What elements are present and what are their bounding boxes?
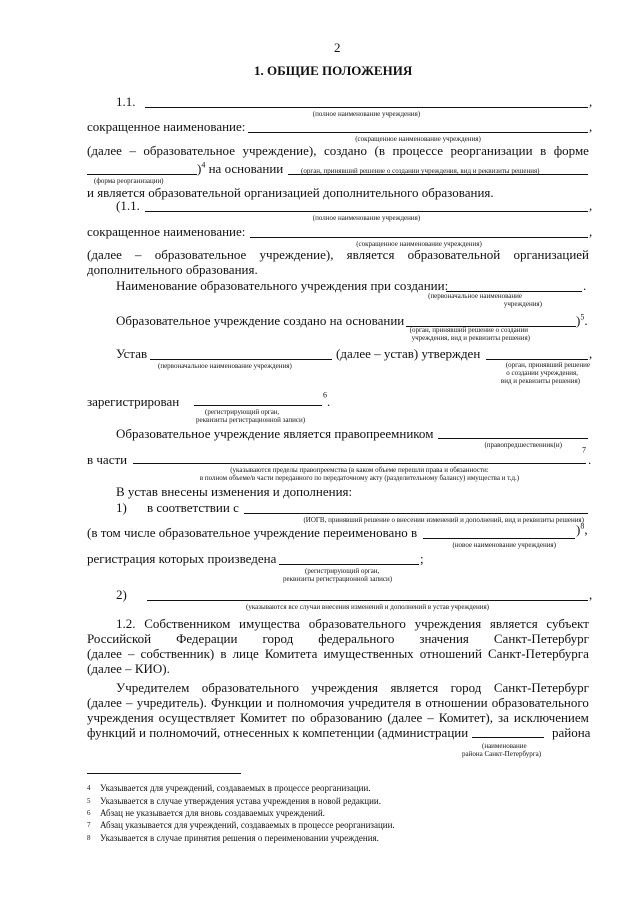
reorg-line: (далее – образовательное учреждение), создано (в процессе реорганизации в форме [87,143,589,158]
registration-field[interactable] [194,405,322,406]
short-name-field[interactable] [248,132,588,133]
footnote-rule [87,773,241,774]
short-name-field-alt[interactable] [250,237,588,238]
caption-short-name-alt: (сокращенное наименование учреждения) [356,240,482,248]
accordance-label: в соответствии с [147,500,239,515]
registration-label: регистрация которых произведена [87,551,277,566]
registration-record-field[interactable] [279,564,419,565]
all-changes-field[interactable] [147,600,588,601]
iogv-field[interactable] [244,513,588,514]
ustav-label: Устав [116,346,148,361]
renamed-label: (в том числе образовательное учреждение переименовано в [87,525,418,540]
caption-full-name-alt: (полное наименование учреждения) [312,214,421,222]
name-on-creation-label: Наименование образовательного учреждения при создании: [116,278,449,293]
new-name-field[interactable] [423,538,575,539]
footnote: 5 [87,797,91,805]
clause-number-alt: (1.1. [116,198,140,213]
organization-line: (далее – образовательное учреждение), является образовательной организацией [87,247,589,262]
footnote: 6 [87,809,91,817]
section-title: 1. ОБЩИЕ ПОЛОЖЕНИЯ [254,63,413,78]
caption-full-name: (полное наименование учреждения) [312,110,421,118]
footnote: 4 [87,784,91,792]
ustav-name-field[interactable] [150,359,332,360]
footnote: 7 [87,821,91,829]
predecessor-field[interactable] [438,438,588,439]
created-on-basis-label: Образовательное учреждение создано на основании [116,313,405,328]
clause-number: 1.1. [116,94,136,109]
successor-label: Образовательное учреждение является правопреемником [116,426,434,441]
short-name-label-alt: сокращенное наименование: [87,224,246,239]
full-name-field[interactable] [145,107,588,108]
district-name-field[interactable] [472,737,544,738]
caption-reorg-organ: (орган, принявший решение о создании учреждения, вид и реквизиты решения) [301,167,540,175]
owner-paragraph-line1: 1.2. Собственником имущества образовательного учреждения является субъект [116,616,589,631]
ustav-approver-field[interactable] [486,359,588,360]
line-is-organization: и является образовательной организацией дополнительного образования. [87,185,494,200]
in-part-label: в части [87,452,128,467]
short-name-label: сокращенное наименование: [87,119,246,134]
footnote: 8 [87,834,91,842]
founder-paragraph-line1: Учредителем образовательного учреждения является город Санкт-Петербург [116,680,589,695]
caption-reorg-form: (форма реорганизации) [94,177,164,185]
registered-label: зарегистрирован [87,394,180,409]
full-name-field-alt[interactable] [145,211,588,212]
succession-limits-field[interactable] [133,463,586,464]
page-number: 2 [334,40,341,55]
caption-short-name: (сокращенное наименование учреждения) [355,135,481,143]
changes-label: В устав внесены изменения и дополнения: [116,484,353,499]
reorg-form-field[interactable] [87,174,197,175]
